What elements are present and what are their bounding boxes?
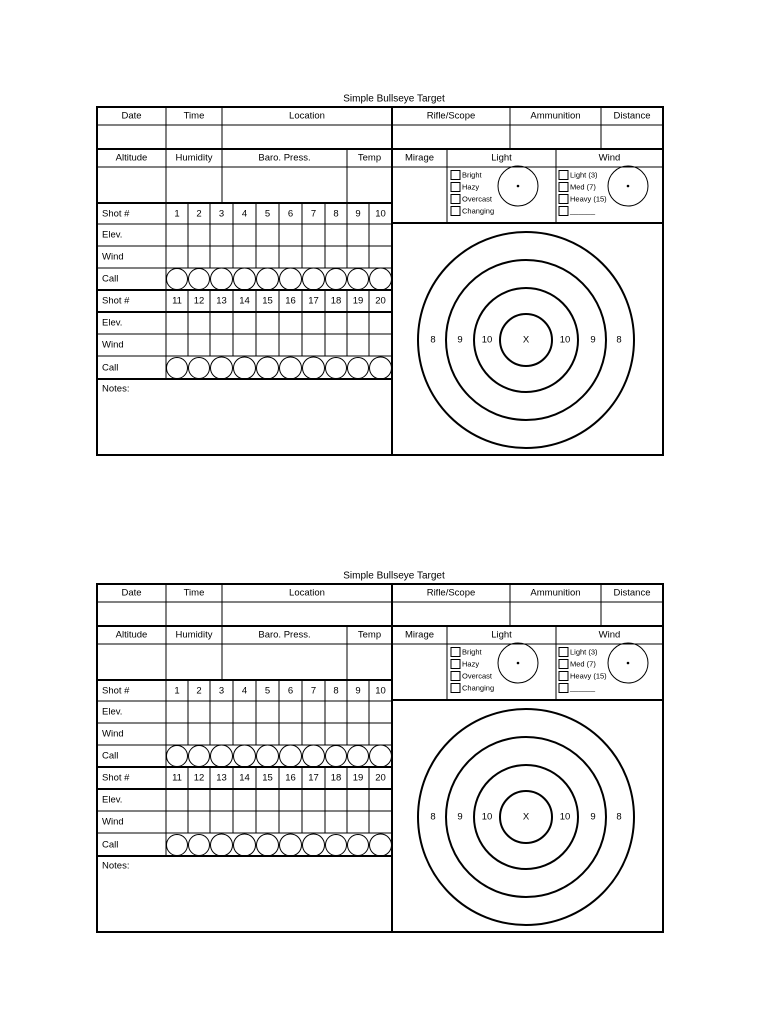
wind-label: Wind <box>102 816 124 828</box>
light-option-label: Bright <box>462 170 482 180</box>
shot-number: 3 <box>218 208 225 220</box>
call-circle[interactable] <box>303 834 325 856</box>
shot-number-label: Shot # <box>102 685 130 697</box>
wind-checkbox[interactable] <box>559 660 568 669</box>
shot-number: 16 <box>285 295 296 307</box>
wind-checkbox[interactable] <box>559 648 568 657</box>
shot-number: 6 <box>287 685 294 697</box>
header-label: Date <box>121 110 142 122</box>
call-circle[interactable] <box>234 834 256 856</box>
shot-number: 1 <box>174 685 180 697</box>
elevation-label: Elev. <box>102 317 123 329</box>
call-circle[interactable] <box>370 834 392 856</box>
ring-score-label: 8 <box>616 811 622 823</box>
shot-number: 4 <box>241 685 248 697</box>
shot-number: 15 <box>262 295 273 307</box>
call-circle[interactable] <box>211 834 233 856</box>
call-circle[interactable] <box>326 835 347 856</box>
header-label: Light <box>491 629 512 641</box>
notes-label: Notes: <box>102 860 130 872</box>
notes-label: Notes: <box>102 383 130 395</box>
wind-option-label: Med (7) <box>570 659 596 669</box>
shot-number: 12 <box>193 295 205 307</box>
elevation-label: Elev. <box>102 229 123 241</box>
header-label: Rifle/Scope <box>426 587 476 599</box>
light-checkbox[interactable] <box>451 684 460 693</box>
shot-number: 10 <box>375 685 386 697</box>
call-label: Call <box>102 273 119 285</box>
wind-option-label: ______ <box>570 206 596 216</box>
call-circle[interactable] <box>189 269 210 290</box>
call-label: Call <box>102 839 119 851</box>
shot-number: 17 <box>308 772 319 784</box>
header-label: Time <box>183 587 205 599</box>
call-circle[interactable] <box>257 268 279 290</box>
header-label: Date <box>121 587 142 599</box>
call-circle[interactable] <box>189 358 210 379</box>
header-label: Humidity <box>175 152 213 164</box>
call-circle[interactable] <box>211 745 233 767</box>
shot-number: 1 <box>174 208 180 220</box>
call-circle[interactable] <box>280 357 302 379</box>
call-circle[interactable] <box>280 745 302 767</box>
shot-number: 13 <box>216 772 227 784</box>
ring-score-label: 8 <box>430 811 436 823</box>
call-circle[interactable] <box>234 268 256 290</box>
light-checkbox[interactable] <box>451 171 460 180</box>
header-label: Rifle/Scope <box>426 110 476 122</box>
call-circle[interactable] <box>348 835 369 856</box>
shot-number-label: Shot # <box>102 208 130 220</box>
shot-number-label: Shot # <box>102 772 130 784</box>
call-circle[interactable] <box>257 357 279 379</box>
call-circle[interactable] <box>257 834 279 856</box>
ring-score-label: 9 <box>590 811 596 823</box>
call-circle[interactable] <box>326 269 347 290</box>
wind-option-label: ______ <box>570 683 596 693</box>
elevation-label: Elev. <box>102 794 123 806</box>
wind-label: Wind <box>102 251 124 263</box>
wind-dial-center-dot <box>627 662 630 665</box>
elevation-label: Elev. <box>102 706 123 718</box>
shot-number: 2 <box>196 208 202 220</box>
shot-number: 19 <box>352 295 364 307</box>
ring-score-label: 9 <box>457 811 463 823</box>
shot-number: 11 <box>172 295 182 307</box>
ring-score-label: 8 <box>430 334 436 346</box>
light-option-label: Overcast <box>462 194 493 204</box>
wind-checkbox[interactable] <box>559 183 568 192</box>
wind-checkbox[interactable] <box>559 207 568 216</box>
header-label: Baro. Press. <box>258 629 311 641</box>
shot-number: 16 <box>285 772 296 784</box>
shot-number: 17 <box>308 295 319 307</box>
wind-option-label: Med (7) <box>570 182 596 192</box>
score-card <box>97 571 663 933</box>
call-circle[interactable] <box>234 357 256 379</box>
call-circle[interactable] <box>348 746 369 767</box>
shot-number: 20 <box>375 295 386 307</box>
wind-option-label: Heavy (15) <box>570 671 607 681</box>
header-label: Ammunition <box>530 110 581 122</box>
shot-number: 20 <box>375 772 386 784</box>
call-circle[interactable] <box>211 357 233 379</box>
shot-number: 13 <box>216 295 227 307</box>
shot-number: 5 <box>264 685 271 697</box>
wind-label: Wind <box>102 339 124 351</box>
light-option-label: Changing <box>462 683 495 693</box>
header-label: Mirage <box>404 629 435 641</box>
header-label: Location <box>289 587 325 599</box>
card-title: Simple Bullseye Target <box>343 570 445 582</box>
shot-number: 4 <box>241 208 248 220</box>
call-circle[interactable] <box>303 745 325 767</box>
shot-number: 5 <box>264 208 271 220</box>
shot-number: 7 <box>310 685 317 697</box>
header-label: Wind <box>598 629 621 641</box>
wind-option-label: Light (3) <box>570 647 598 657</box>
call-circle[interactable] <box>167 835 188 856</box>
shot-number: 18 <box>330 772 342 784</box>
ring-score-label: X <box>522 334 530 346</box>
shot-number: 10 <box>375 208 386 220</box>
light-option-label: Hazy <box>462 182 480 192</box>
shot-number: 14 <box>239 772 250 784</box>
light-checkbox[interactable] <box>451 660 460 669</box>
header-label: Distance <box>613 110 651 122</box>
call-circle[interactable] <box>167 358 188 379</box>
light-option-label: Hazy <box>462 659 480 669</box>
call-circle[interactable] <box>234 745 256 767</box>
shot-number: 12 <box>193 772 205 784</box>
light-dial-center-dot <box>517 662 520 665</box>
call-circle[interactable] <box>280 834 302 856</box>
call-circle[interactable] <box>348 358 369 379</box>
light-checkbox[interactable] <box>451 672 460 681</box>
ring-score-label: 10 <box>559 334 571 346</box>
call-circle[interactable] <box>370 268 392 290</box>
call-circle[interactable] <box>326 746 347 767</box>
header-label: Ammunition <box>530 587 581 599</box>
shot-number: 9 <box>355 685 361 697</box>
call-label: Call <box>102 362 119 374</box>
shot-number: 6 <box>287 208 294 220</box>
call-circle[interactable] <box>257 745 279 767</box>
header-label: Distance <box>613 587 651 599</box>
call-circle[interactable] <box>211 268 233 290</box>
header-label: Temp <box>357 629 382 641</box>
wind-dial-center-dot <box>627 185 630 188</box>
call-circle[interactable] <box>326 358 347 379</box>
shot-number: 15 <box>262 772 273 784</box>
shot-number: 2 <box>196 685 202 697</box>
wind-option-label: Heavy (15) <box>570 194 607 204</box>
call-circle[interactable] <box>348 269 369 290</box>
light-checkbox[interactable] <box>451 195 460 204</box>
header-label: Mirage <box>404 152 435 164</box>
shot-number: 14 <box>239 295 250 307</box>
ring-score-label: 10 <box>559 811 571 823</box>
light-option-label: Overcast <box>462 671 493 681</box>
shot-number: 11 <box>172 772 182 784</box>
header-label: Time <box>183 110 205 122</box>
call-circle[interactable] <box>303 357 325 379</box>
ring-score-label: 10 <box>481 334 493 346</box>
call-circle[interactable] <box>167 269 188 290</box>
light-checkbox[interactable] <box>451 183 460 192</box>
call-circle[interactable] <box>303 268 325 290</box>
light-checkbox[interactable] <box>451 648 460 657</box>
wind-checkbox[interactable] <box>559 672 568 681</box>
shot-number: 8 <box>333 208 339 220</box>
shot-number-label: Shot # <box>102 295 130 307</box>
call-circle[interactable] <box>280 268 302 290</box>
ring-score-label: 8 <box>616 334 622 346</box>
light-checkbox[interactable] <box>451 207 460 216</box>
light-option-label: Changing <box>462 206 495 216</box>
wind-checkbox[interactable] <box>559 684 568 693</box>
score-card <box>97 94 663 456</box>
header-label: Light <box>491 152 512 164</box>
wind-label: Wind <box>102 728 124 740</box>
shot-number: 8 <box>333 685 339 697</box>
ring-score-label: 9 <box>590 334 596 346</box>
card-title: Simple Bullseye Target <box>343 93 445 105</box>
ring-score-label: X <box>522 811 530 823</box>
light-option-label: Bright <box>462 647 482 657</box>
header-label: Altitude <box>115 629 148 641</box>
call-label: Call <box>102 750 119 762</box>
header-label: Baro. Press. <box>258 152 311 164</box>
call-circle[interactable] <box>167 746 188 767</box>
wind-option-label: Light (3) <box>570 170 598 180</box>
light-dial-center-dot <box>517 185 520 188</box>
call-circle[interactable] <box>370 357 392 379</box>
shot-number: 9 <box>355 208 361 220</box>
shot-number: 19 <box>352 772 364 784</box>
call-circle[interactable] <box>370 745 392 767</box>
header-label: Wind <box>598 152 621 164</box>
call-circle[interactable] <box>189 835 210 856</box>
shot-number: 7 <box>310 208 317 220</box>
wind-checkbox[interactable] <box>559 171 568 180</box>
shot-number: 3 <box>218 685 225 697</box>
header-label: Location <box>289 110 325 122</box>
wind-checkbox[interactable] <box>559 195 568 204</box>
call-circle[interactable] <box>189 746 210 767</box>
shot-number: 18 <box>330 295 342 307</box>
ring-score-label: 10 <box>481 811 493 823</box>
header-label: Humidity <box>175 629 213 641</box>
header-label: Temp <box>357 152 382 164</box>
header-label: Altitude <box>115 152 148 164</box>
ring-score-label: 9 <box>457 334 463 346</box>
